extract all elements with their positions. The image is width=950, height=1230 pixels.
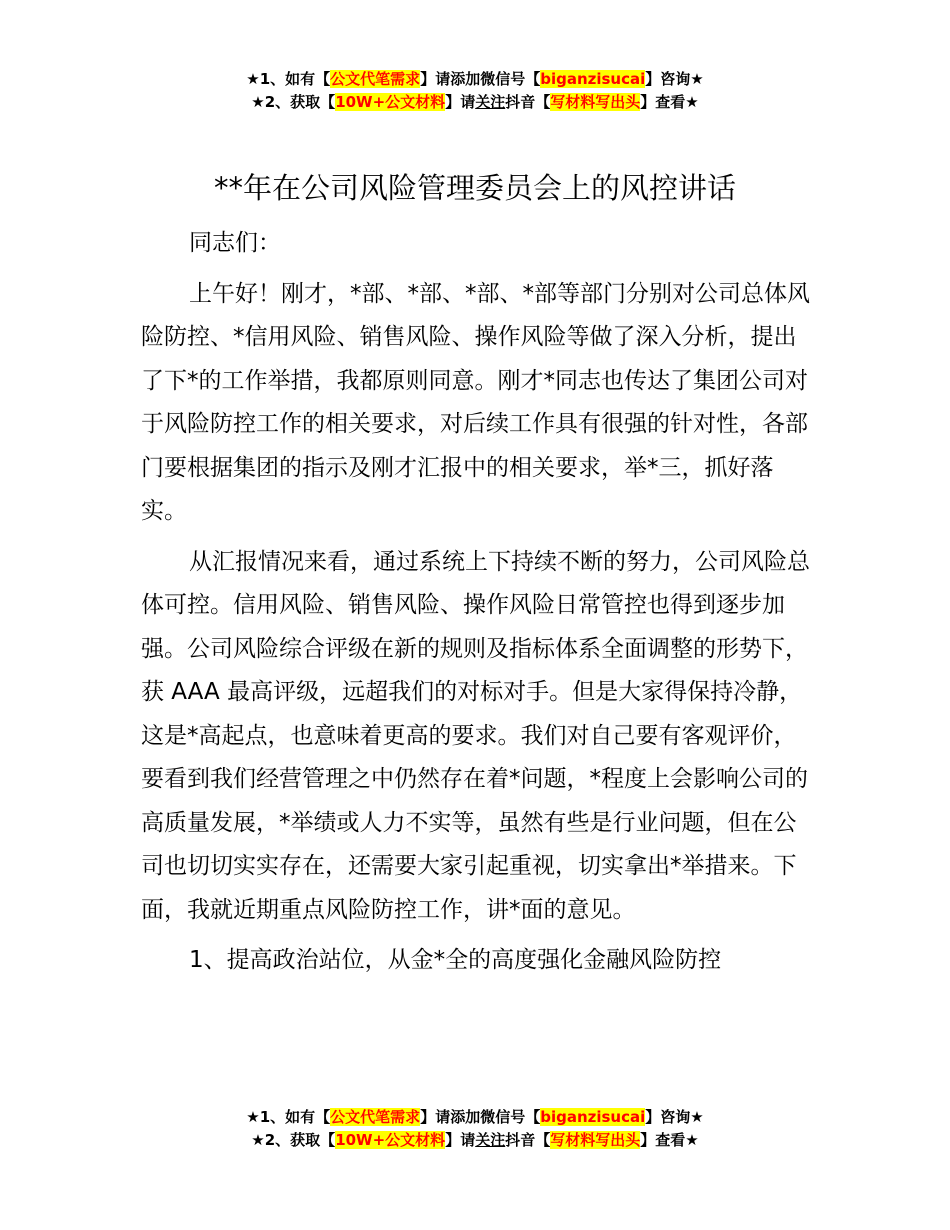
document-body (141, 222, 811, 983)
paragraph-1: 上午好！刚才，*部、*部、*部、*部等部门分别对公司总体风险防控、*信用风险、销售风险、操作风险等做了深入分析，提出了下*的工作举措，我都原则同意。刚才*同志也传达了集团公司对于风险防控工作的相关要求，对后续工作具有很强的针对性，各部门要根据集团的指示及刚才汇报中的相关要求，举*三，抓好落实。 (141, 280, 810, 524)
salutation: 同志们： (189, 230, 281, 256)
header-banner (0, 68, 950, 114)
underline-follow: 关注 (475, 93, 506, 111)
highlight-materials: 10W+公文材料 (335, 1131, 446, 1149)
footer-banner (0, 1106, 950, 1152)
document-title: **年在公司风险管理委员会上的风控讲话 (213, 171, 736, 205)
highlight-douyin-account: 写材料写出头 (550, 1131, 641, 1149)
highlight-ghostwriting: 公文代笔需求 (330, 1108, 421, 1126)
banner-line-1: ★1、如有【公文代笔需求】请添加微信号【biganzisucai】咨询★ (246, 1108, 704, 1126)
paragraph-2: 从汇报情况来看，通过系统上下持续不断的努力，公司风险总体可控。信用风险、销售风险、操作风险日常管控也得到逐步加强。公司风险综合评级在新的规则及指标体系全面调整的形势下，获 AAA 最高评级，远超我们的对标对手。但是大家得保持冷静，这是*高起点，也意味着更高的要求。我们对自己要有客观评价，要看到我们经营管理之中仍然存在着*问题，*程度上会影响公司的高质量发展，*举绩或人力不实等，虽然有些是行业问题，但在公司也切切实实存在，还需要大家引起重视，切实拿出*举措来。下面，我就近期重点风险防控工作，讲*面的意见。 (141, 548, 810, 923)
highlight-douyin-account: 写材料写出头 (550, 93, 641, 111)
underline-follow: 关注 (475, 1131, 506, 1149)
banner-line-2: ★2、获取【10W+公文材料】请关注抖音【写材料写出头】查看★ (251, 93, 699, 111)
highlight-ghostwriting: 公文代笔需求 (330, 70, 421, 88)
banner-line-2: ★2、获取【10W+公文材料】请关注抖音【写材料写出头】查看★ (251, 1131, 699, 1149)
highlight-wechat-id: biganzisucai (540, 1108, 646, 1126)
banner-line-1: ★1、如有【公文代笔需求】请添加微信号【biganzisucai】咨询★ (246, 70, 704, 88)
highlight-materials: 10W+公文材料 (335, 93, 446, 111)
highlight-wechat-id: biganzisucai (540, 70, 646, 88)
section-heading-1: 1、提高政治站位，从金*全的高度强化金融风险防控 (189, 947, 722, 973)
